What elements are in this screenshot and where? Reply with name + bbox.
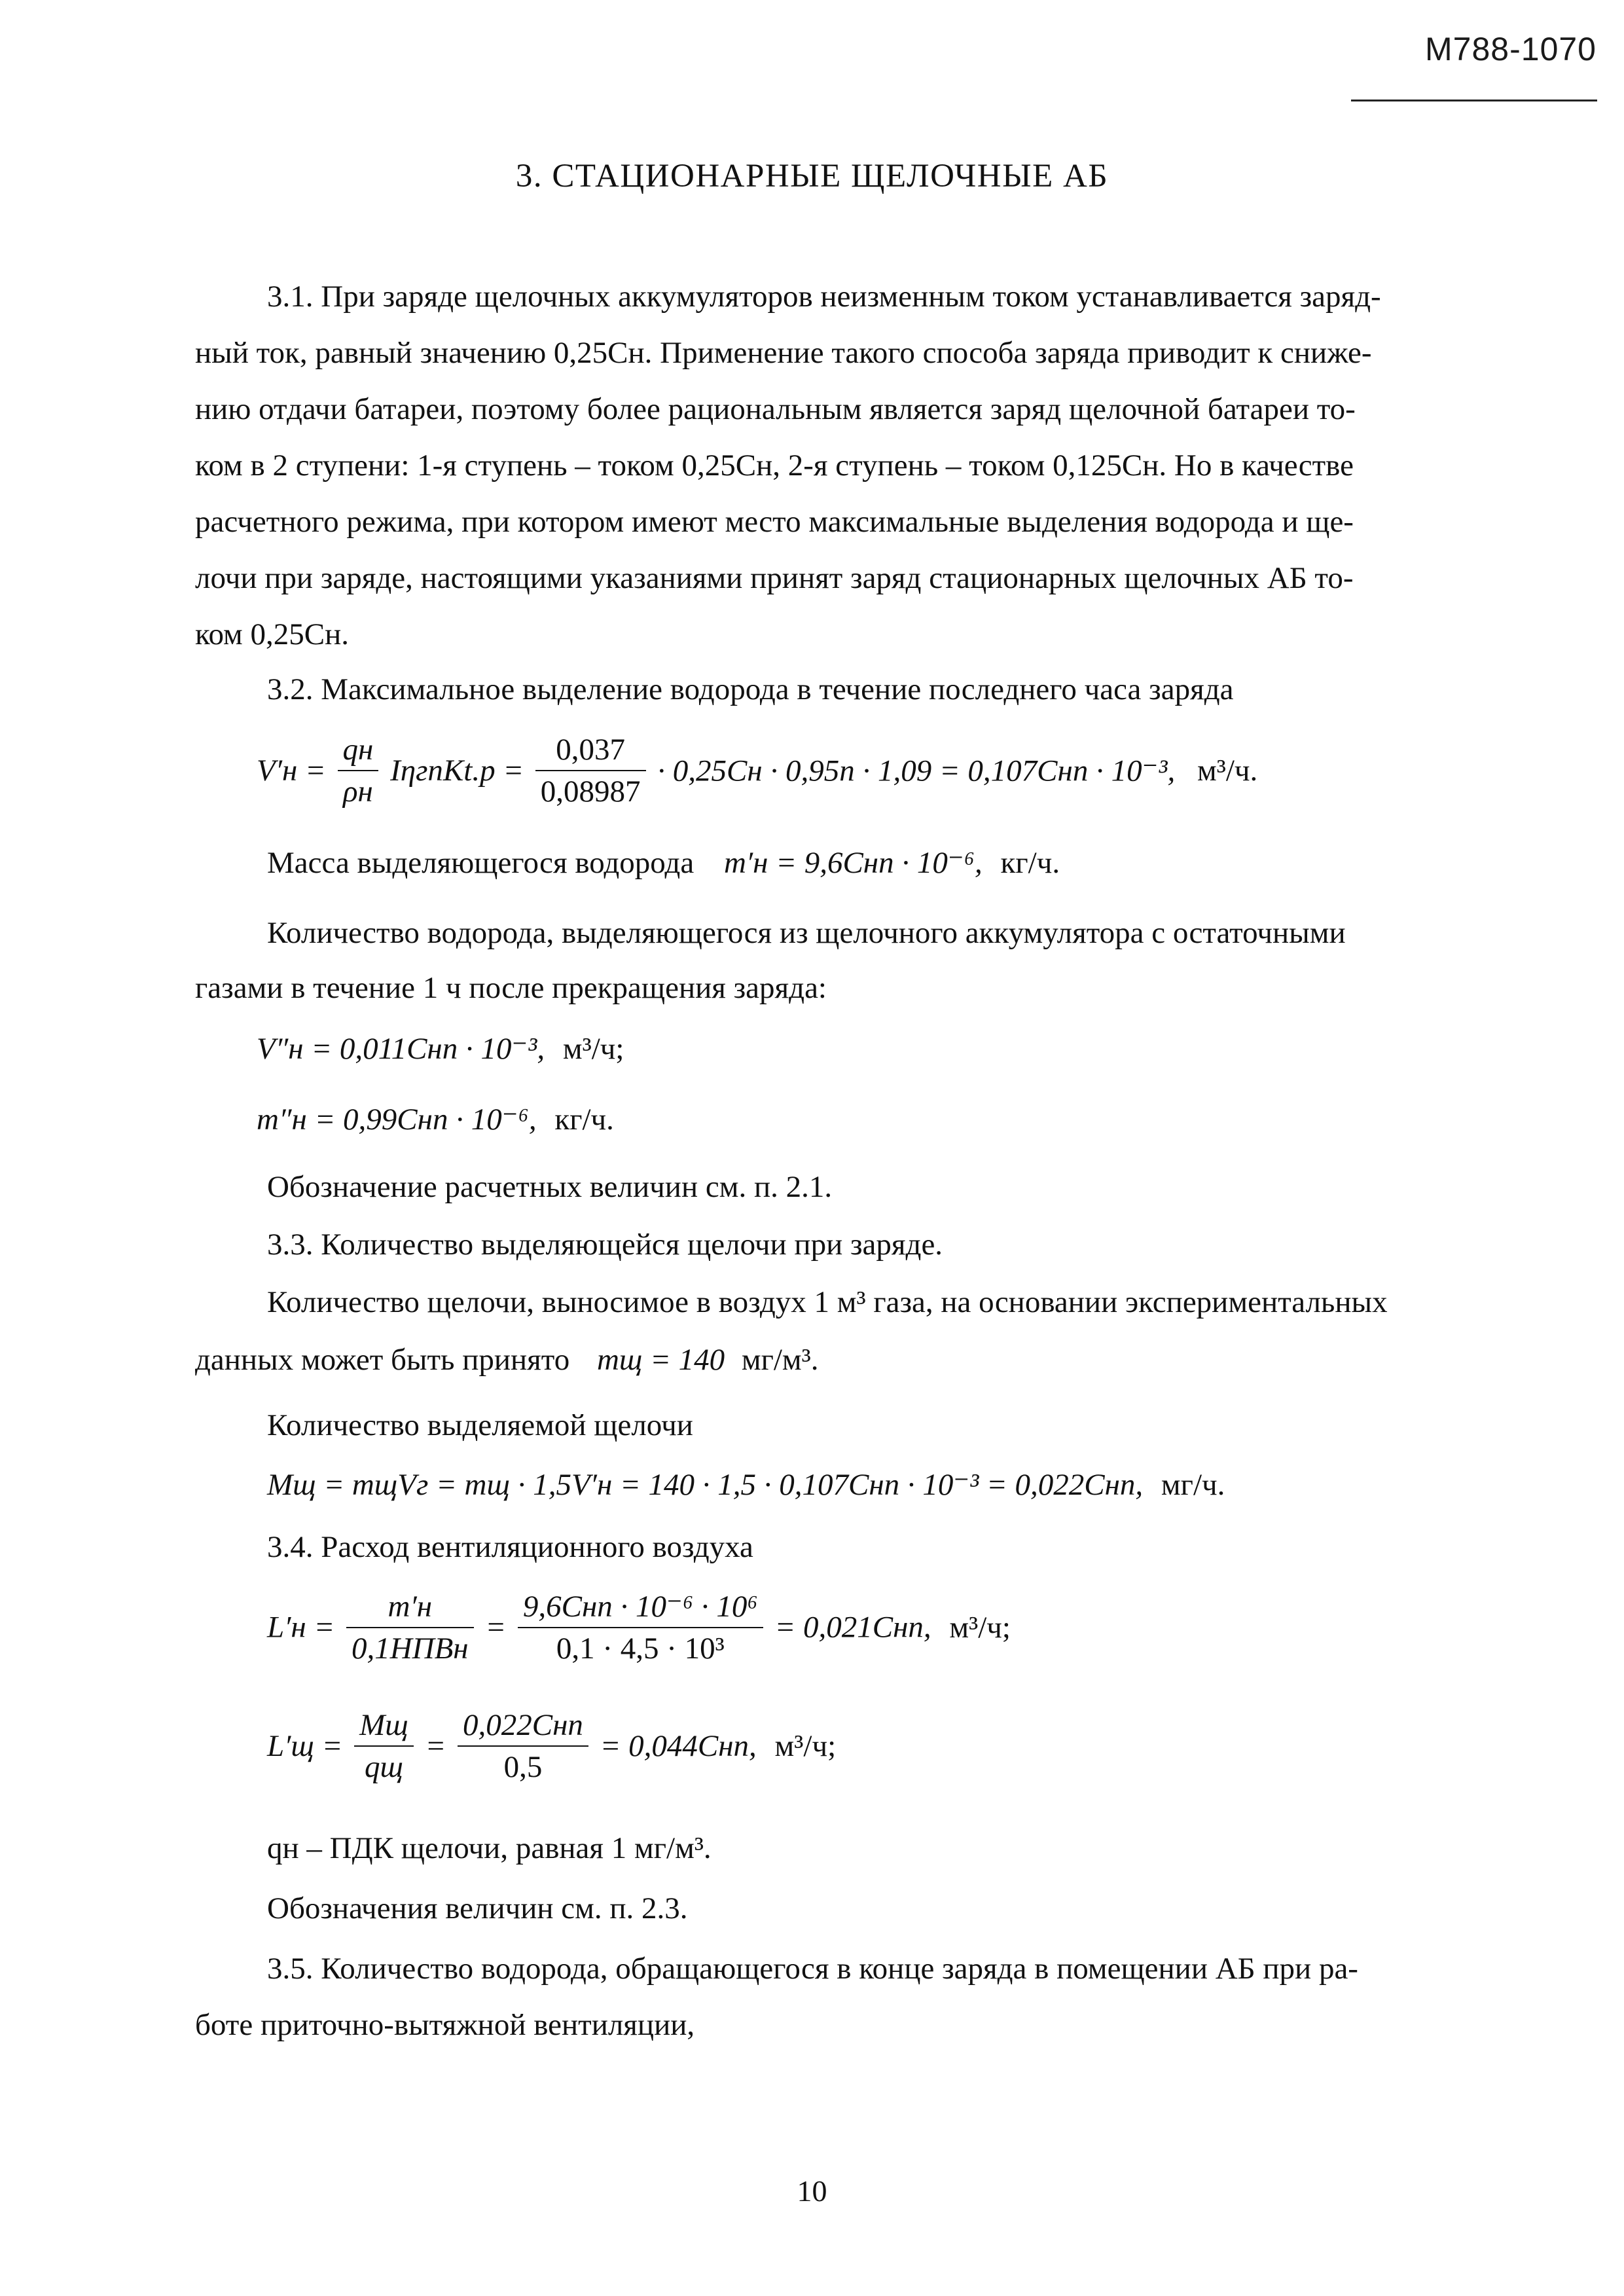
f5-lhs: L′н = xyxy=(267,1610,335,1645)
alkali-per-m3-unit: мг/м³. xyxy=(741,1343,819,1377)
formula-residual-mass xyxy=(257,1101,614,1137)
f2: V″н = 0,011Cнn · 10⁻³, xyxy=(257,1032,545,1066)
hydrogen-mass-line xyxy=(267,845,1060,881)
document-number: М788-1070 xyxy=(1425,31,1597,67)
f5-frac1-den: 0,1НПВн xyxy=(351,1631,469,1666)
f4-unit: мг/ч. xyxy=(1161,1468,1225,1502)
f1-frac1-num: qн xyxy=(338,732,379,771)
f5-fraction-2 xyxy=(518,1588,763,1666)
f1-frac1-den: ρн xyxy=(343,774,373,809)
p34-note: Обозначения величин см. п. 2.3. xyxy=(267,1891,688,1925)
f6-fraction-1 xyxy=(354,1707,414,1785)
f6-frac2-num: 0,022Cнn xyxy=(458,1707,588,1747)
residual-line-1: Количество водорода, выделяющегося из щелочного аккумулятора с остаточными xyxy=(267,916,1346,950)
f1-frac2-den: 0,08987 xyxy=(540,774,641,809)
f1-rhs: · 0,25Cн · 0,95n · 1,09 = 0,107Cнn · 10⁻³, xyxy=(657,754,1176,788)
f1-mid: IηгnKt.p = xyxy=(390,754,524,788)
residual-line-2: газами в течение 1 ч после прекращения заряда: xyxy=(195,971,827,1005)
f1-lhs: V′н = xyxy=(257,754,326,788)
f6-frac1-den: qщ xyxy=(364,1750,403,1784)
f5-fraction-1 xyxy=(346,1589,474,1666)
header-rule xyxy=(1351,100,1597,101)
formula-air-alkali: L′щ = $\frac{Mщ}{qщ}$ = $\frac{\text{0,022Cнn}}{0,5}$ = 0,044Cнn, м³/ч; xyxy=(267,1708,837,1784)
q-note: qн – ПДК щелочи, равная 1 мг/м³. xyxy=(267,1831,712,1865)
p31-line-7: ком 0,25Сн. xyxy=(195,617,350,651)
f5-frac1-num: m′н xyxy=(346,1589,474,1628)
section-title: 3. СТАЦИОНАРНЫЕ ЩЕЛОЧНЫЕ АБ xyxy=(515,158,1109,194)
f5-frac2-num: 9,6Cнn · 10⁻⁶ · 10⁶ xyxy=(518,1588,763,1628)
page-number: 10 xyxy=(797,2174,827,2208)
p34-intro: 3.4. Расход вентиляционного воздуха xyxy=(267,1530,753,1564)
f1-unit: м³/ч. xyxy=(1197,754,1258,788)
paragraph-3-1 xyxy=(195,268,1470,663)
f3-unit: кг/ч. xyxy=(554,1102,614,1137)
f5-unit: м³/ч; xyxy=(949,1610,1011,1645)
f5-rhs: = 0,021Cнn, xyxy=(774,1610,931,1645)
mass-text: Масса выделяющегося водорода xyxy=(267,846,695,880)
f6-frac2-den: 0,5 xyxy=(503,1750,543,1784)
mass-formula: m′н = 9,6Cнn · 10⁻⁶, xyxy=(723,846,983,880)
p33-line-2-text: данных может быть принято xyxy=(195,1343,570,1377)
p31-line-5: расчетного режима, при котором имеют место максимальные выделения водорода и ще- xyxy=(195,505,1354,539)
p31-line-6: лочи при заряде, настоящими указаниями принят заряд стационарных щелочных АБ то- xyxy=(195,561,1354,595)
alkali-per-m3-formula: mщ = 140 xyxy=(596,1343,725,1377)
mass-unit: кг/ч. xyxy=(1000,846,1060,880)
formula-residual-volume xyxy=(257,1030,624,1066)
f4: Mщ = mщVг = mщ · 1,5V′н = 140 · 1,5 · 0,107Cнn · 10⁻³ = 0,022Cнn, xyxy=(267,1468,1144,1502)
p33-intro: 3.3. Количество выделяющейся щелочи при заряде. xyxy=(267,1228,943,1262)
p31-line-3: нию отдачи батареи, поэтому более рациональным является заряд щелочной батареи то- xyxy=(195,392,1356,426)
formula-air-hydrogen: L′н = $\frac{m'н}{\text{0,1НПВн}}$ = $\frac{\text{9,6Cнn · 10⁻⁶ · 10⁶}}{\text{0,1 · 4,5 · 10³}}$ = 0,021Cнn, м³/ч; xyxy=(267,1589,1011,1666)
p31-line-4: ком в 2 ступени: 1-я ступень – током 0,25Сн, 2-я ступень – током 0,125Сн. Но в качестве xyxy=(195,448,1354,483)
f6-unit: м³/ч; xyxy=(774,1729,837,1763)
f6-rhs: = 0,044Cнn, xyxy=(600,1729,757,1763)
f6-lhs: L′щ = xyxy=(267,1729,343,1763)
f3: m″н = 0,99Cнn · 10⁻⁶, xyxy=(257,1102,537,1137)
p31-line-1: 3.1. При заряде щелочных аккумуляторов неизменным током устанавливается заряд- xyxy=(267,280,1381,314)
f1-fraction-values xyxy=(535,732,646,809)
p35-line-1: 3.5. Количество водорода, обращающегося в конце заряда в помещении АБ при ра- xyxy=(267,1952,1358,1986)
f6-fraction-2 xyxy=(458,1707,588,1785)
f5-frac2-den: 0,1 · 4,5 · 10³ xyxy=(556,1631,725,1666)
p31-line-2: ный ток, равный значению 0,25Сн. Применение такого способа заряда приводит к сниже- xyxy=(195,336,1372,370)
p32-note: Обозначение расчетных величин см. п. 2.1. xyxy=(267,1170,833,1204)
p33-line-1: Количество щелочи, выносимое в воздух 1 м³ газа, на основании экспериментальных xyxy=(267,1285,1388,1319)
f6-frac1-num: Mщ xyxy=(354,1707,414,1747)
formula-hydrogen-volume xyxy=(257,732,1257,809)
p33-line-2 xyxy=(195,1342,819,1377)
p33-line-3: Количество выделяемой щелочи xyxy=(267,1408,693,1442)
f2-unit: м³/ч; xyxy=(562,1032,624,1066)
formula-alkali-mass xyxy=(267,1467,1225,1503)
f1-fraction-density xyxy=(338,732,379,809)
p35-line-2: боте приточно-вытяжной вентиляции, xyxy=(195,2008,695,2042)
p32-intro: 3.2. Максимальное выделение водорода в течение последнего часа заряда xyxy=(267,672,1234,706)
f1-frac2-num: 0,037 xyxy=(535,732,646,771)
